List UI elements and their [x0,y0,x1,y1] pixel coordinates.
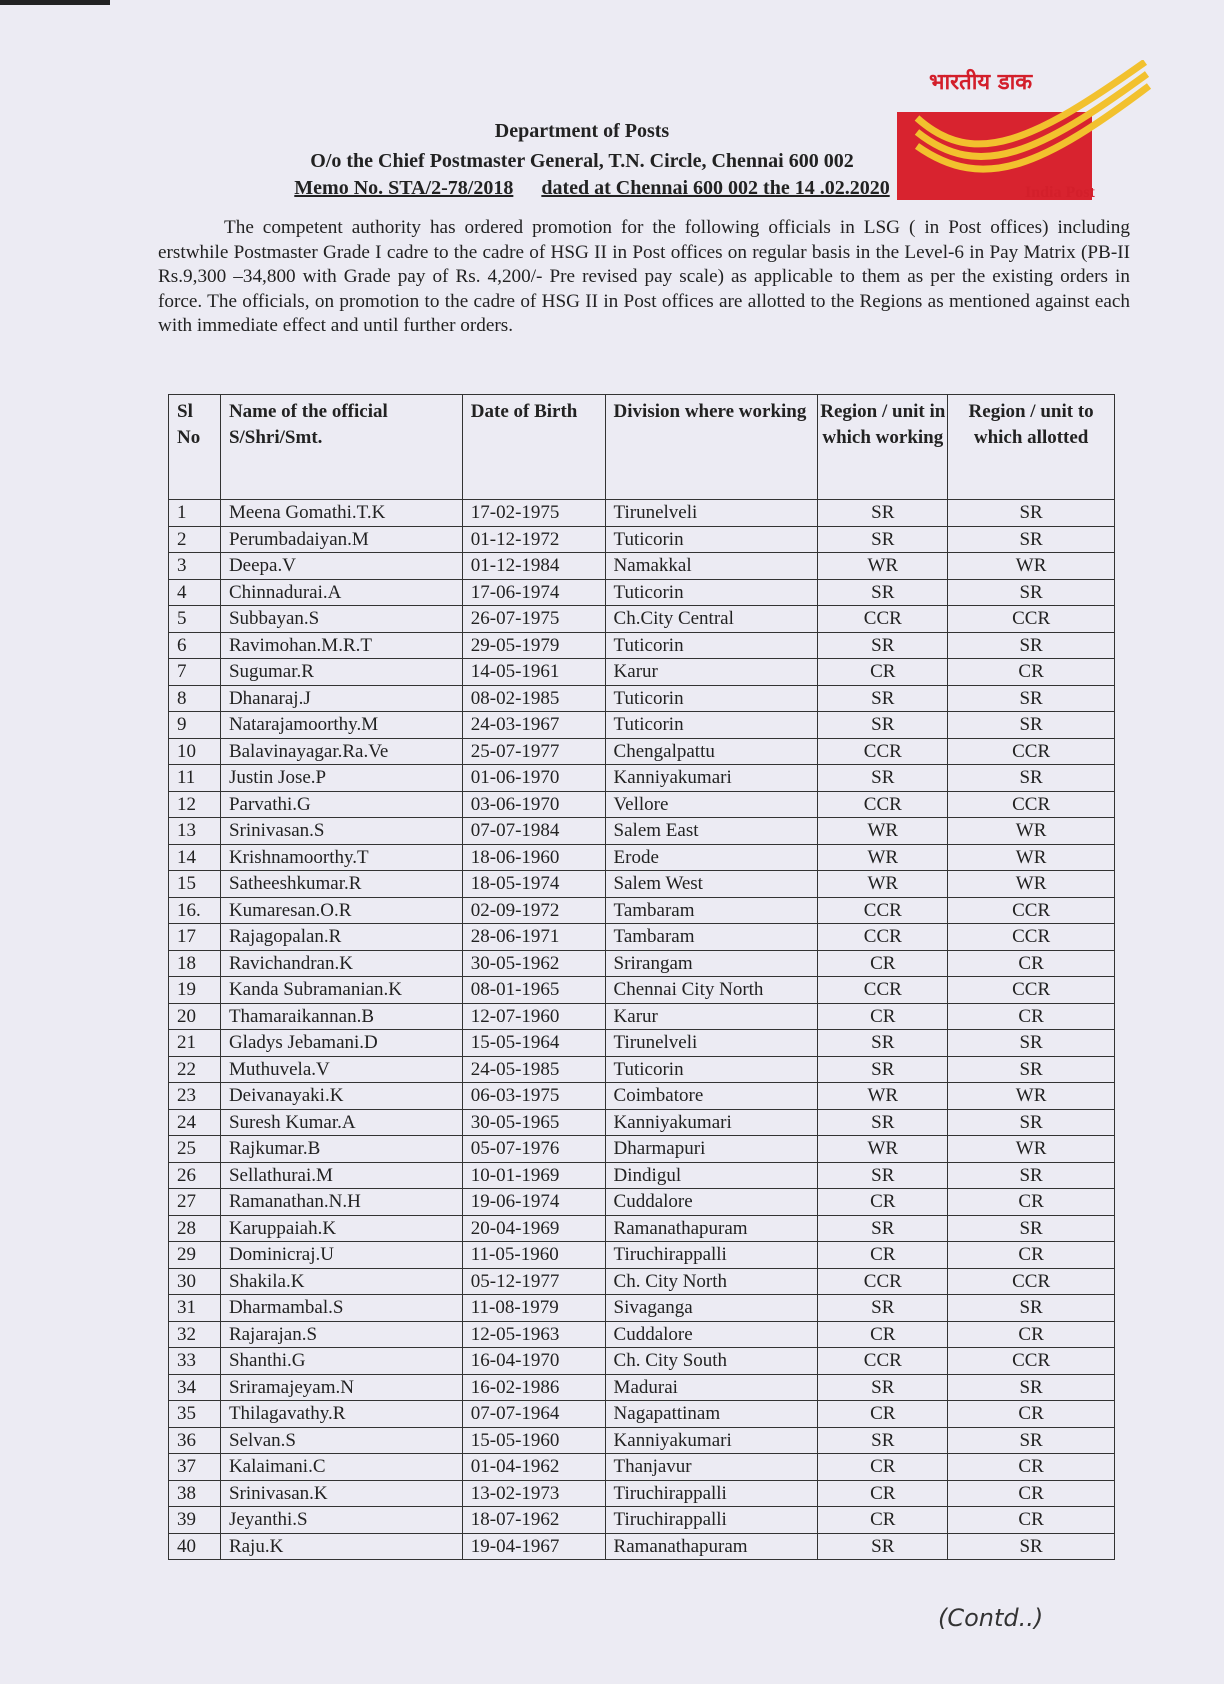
division-cell: Cuddalore [605,1321,818,1348]
dob-cell: 02-09-1972 [462,897,605,924]
name-cell: Parvathi.G [220,791,462,818]
division-cell: Madurai [605,1374,818,1401]
table-row [169,897,1115,924]
region-allotted-cell: SR [948,1109,1115,1136]
region-working-cell: SR [818,579,948,606]
sl-no-cell: 12 [169,791,221,818]
dob-cell: 18-07-1962 [462,1507,605,1534]
region-allotted-cell: CCR [948,897,1115,924]
table-row [169,765,1115,792]
table-row [169,632,1115,659]
division-cell: Erode [605,844,818,871]
division-cell: Salem West [605,871,818,898]
division-cell: Tirunelveli [605,1030,818,1057]
region-allotted-cell: WR [948,1083,1115,1110]
division-cell: Ch. City North [605,1268,818,1295]
dob-cell: 08-02-1985 [462,685,605,712]
region-allotted-cell: CR [948,1189,1115,1216]
region-allotted-cell: CR [948,1321,1115,1348]
division-cell: Dindigul [605,1162,818,1189]
division-cell: Cuddalore [605,1189,818,1216]
table-row [169,1507,1115,1534]
name-cell: Justin Jose.P [220,765,462,792]
table-row [169,791,1115,818]
name-cell: Sriramajeyam.N [220,1374,462,1401]
name-cell: Karuppaiah.K [220,1215,462,1242]
sl-no-cell: 5 [169,606,221,633]
logo-english-text: India Post [1025,184,1095,201]
table-row [169,1136,1115,1163]
division-cell: Thanjavur [605,1454,818,1481]
memo-number: Memo No. STA/2-78/2018 [294,177,514,199]
dob-cell: 13-02-1973 [462,1480,605,1507]
dob-cell: 12-05-1963 [462,1321,605,1348]
region-working-cell: WR [818,1083,948,1110]
sl-no-cell: 34 [169,1374,221,1401]
region-working-cell: SR [818,712,948,739]
region-working-cell: CR [818,1003,948,1030]
table-row [169,659,1115,686]
table-row [169,924,1115,951]
dob-cell: 06-03-1975 [462,1083,605,1110]
table-row [169,1295,1115,1322]
dob-cell: 19-06-1974 [462,1189,605,1216]
region-working-cell: SR [818,1215,948,1242]
division-cell: Coimbatore [605,1083,818,1110]
division-cell: Karur [605,1003,818,1030]
region-allotted-cell: CR [948,1242,1115,1269]
name-cell: Ravimohan.M.R.T [220,632,462,659]
table-row [169,977,1115,1004]
region-working-cell: CR [818,1242,948,1269]
sl-no-cell: 20 [169,1003,221,1030]
office-title: O/o the Chief Postmaster General, T.N. Circle, Chennai 600 002 [310,150,854,172]
region-working-cell: CR [818,1189,948,1216]
name-cell: Gladys Jebamani.D [220,1030,462,1057]
dob-cell: 03-06-1970 [462,791,605,818]
dob-cell: 28-06-1971 [462,924,605,951]
name-cell: Natarajamoorthy.M [220,712,462,739]
region-working-cell: CCR [818,924,948,951]
dob-cell: 30-05-1962 [462,950,605,977]
region-allotted-cell: CCR [948,606,1115,633]
table-row [169,1189,1115,1216]
table-row [169,1321,1115,1348]
region-allotted-cell: SR [948,1295,1115,1322]
table-row [169,1454,1115,1481]
sl-no-cell: 7 [169,659,221,686]
region-working-cell: CCR [818,791,948,818]
sl-no-cell: 8 [169,685,221,712]
table-row [169,1030,1115,1057]
region-working-cell: SR [818,632,948,659]
region-working-cell: SR [818,1030,948,1057]
name-cell: Dharmambal.S [220,1295,462,1322]
division-cell: Tiruchirappalli [605,1242,818,1269]
table-row [169,1056,1115,1083]
name-cell: Jeyanthi.S [220,1507,462,1534]
dob-cell: 17-02-1975 [462,500,605,527]
sl-no-cell: 1 [169,500,221,527]
sl-no-cell: 16. [169,897,221,924]
name-cell: Krishnamoorthy.T [220,844,462,871]
name-cell: Rajarajan.S [220,1321,462,1348]
table-row [169,712,1115,739]
name-cell: Kumaresan.O.R [220,897,462,924]
region-allotted-cell: SR [948,579,1115,606]
dob-cell: 11-08-1979 [462,1295,605,1322]
region-allotted-cell: SR [948,765,1115,792]
dob-cell: 05-12-1977 [462,1268,605,1295]
sl-no-cell: 39 [169,1507,221,1534]
table-row [169,844,1115,871]
table-row [169,1374,1115,1401]
sl-no-cell: 10 [169,738,221,765]
dob-cell: 01-12-1972 [462,526,605,553]
sl-no-cell: 29 [169,1242,221,1269]
region-working-cell: CR [818,1321,948,1348]
region-working-cell: SR [818,526,948,553]
region-working-cell: WR [818,553,948,580]
name-cell: Balavinayagar.Ra.Ve [220,738,462,765]
division-cell: Ramanathapuram [605,1533,818,1560]
division-cell: Ramanathapuram [605,1215,818,1242]
region-allotted-cell: SR [948,1374,1115,1401]
name-cell: Srinivasan.S [220,818,462,845]
order-paragraph: The competent authority has ordered promotion for the following officials in LSG ( in Post offices) including erstwhile Postmaster Grade I cadre to the cadre of HSG II in Post offices on regular basis in the Level-6 in Pay Matrix (PB-II Rs.9,300 –34,800 with Grade pay of Rs. 4,200/- Pre revised pay scale) as applicable to them as per the existing orders in force. The officials, on promotion to the cadre of HSG II in Post offices are allotted to the Regions as mentioned against each with immediate effect and until further orders. [158,217,1130,336]
region-working-cell: SR [818,1295,948,1322]
division-cell: Dharmapuri [605,1136,818,1163]
memo-line [0,177,1204,200]
dob-cell: 15-05-1960 [462,1427,605,1454]
table-row [169,1401,1115,1428]
sl-no-cell: 28 [169,1215,221,1242]
region-allotted-cell: CCR [948,1268,1115,1295]
dob-cell: 16-02-1986 [462,1374,605,1401]
table-row [169,1268,1115,1295]
table-row [169,1427,1115,1454]
region-working-cell: CR [818,1454,948,1481]
dob-cell: 30-05-1965 [462,1109,605,1136]
table-row [169,1083,1115,1110]
region-working-cell: SR [818,765,948,792]
region-working-cell: SR [818,1109,948,1136]
header-division: Division where working [605,395,818,500]
region-working-cell: CCR [818,606,948,633]
division-cell: Tuticorin [605,685,818,712]
sl-no-cell: 6 [169,632,221,659]
dob-cell: 17-06-1974 [462,579,605,606]
sl-no-cell: 32 [169,1321,221,1348]
table-row [169,1003,1115,1030]
table-row [169,500,1115,527]
name-cell: Kanda Subramanian.K [220,977,462,1004]
dob-cell: 01-12-1984 [462,553,605,580]
header-sl-no: Sl No [169,395,221,500]
sl-no-cell: 21 [169,1030,221,1057]
region-allotted-cell: SR [948,1056,1115,1083]
table-row [169,871,1115,898]
dob-cell: 26-07-1975 [462,606,605,633]
name-cell: Perumbadaiyan.M [220,526,462,553]
name-cell: Ravichandran.K [220,950,462,977]
region-working-cell: SR [818,500,948,527]
sl-no-cell: 26 [169,1162,221,1189]
name-cell: Thamaraikannan.B [220,1003,462,1030]
sl-no-cell: 33 [169,1348,221,1375]
name-cell: Kalaimani.C [220,1454,462,1481]
region-working-cell: SR [818,1056,948,1083]
sl-no-cell: 14 [169,844,221,871]
region-allotted-cell: WR [948,871,1115,898]
name-cell: Shakila.K [220,1268,462,1295]
name-cell: Sugumar.R [220,659,462,686]
sl-no-cell: 36 [169,1427,221,1454]
dob-cell: 24-05-1985 [462,1056,605,1083]
dob-cell: 01-06-1970 [462,765,605,792]
sl-no-cell: 38 [169,1480,221,1507]
table-row [169,553,1115,580]
region-working-cell: CR [818,950,948,977]
name-cell: Dhanaraj.J [220,685,462,712]
division-cell: Tuticorin [605,526,818,553]
sl-no-cell: 25 [169,1136,221,1163]
region-working-cell: CCR [818,738,948,765]
region-allotted-cell: SR [948,526,1115,553]
sl-no-cell: 35 [169,1401,221,1428]
division-cell: Tiruchirappalli [605,1507,818,1534]
sl-no-cell: 23 [169,1083,221,1110]
division-cell: Tiruchirappalli [605,1480,818,1507]
division-cell: Sivaganga [605,1295,818,1322]
region-working-cell: WR [818,871,948,898]
memo-date: dated at Chennai 600 002 the 14 .02.2020 [541,177,890,199]
sl-no-cell: 31 [169,1295,221,1322]
region-working-cell: SR [818,1374,948,1401]
table-row [169,1533,1115,1560]
division-cell: Chengalpattu [605,738,818,765]
division-cell: Kanniyakumari [605,1109,818,1136]
dob-cell: 10-01-1969 [462,1162,605,1189]
division-cell: Tuticorin [605,712,818,739]
dob-cell: 24-03-1967 [462,712,605,739]
name-cell: Deivanayaki.K [220,1083,462,1110]
division-cell: Tuticorin [605,632,818,659]
division-cell: Vellore [605,791,818,818]
department-title: Department of Posts [494,120,670,142]
dob-cell: 29-05-1979 [462,632,605,659]
dob-cell: 11-05-1960 [462,1242,605,1269]
dob-cell: 14-05-1961 [462,659,605,686]
region-allotted-cell: CR [948,1480,1115,1507]
sl-no-cell: 13 [169,818,221,845]
region-allotted-cell: CCR [948,977,1115,1004]
region-allotted-cell: SR [948,632,1115,659]
dob-cell: 18-06-1960 [462,844,605,871]
sl-no-cell: 37 [169,1454,221,1481]
header-dob: Date of Birth [462,395,605,500]
name-cell: Thilagavathy.R [220,1401,462,1428]
region-working-cell: CCR [818,1348,948,1375]
region-allotted-cell: CR [948,1507,1115,1534]
region-allotted-cell: CCR [948,738,1115,765]
sl-no-cell: 40 [169,1533,221,1560]
table-row [169,1109,1115,1136]
division-cell: Ch.City Central [605,606,818,633]
table-row [169,685,1115,712]
region-allotted-cell: WR [948,844,1115,871]
table-row [169,738,1115,765]
dob-cell: 12-07-1960 [462,1003,605,1030]
name-cell: Suresh Kumar.A [220,1109,462,1136]
region-allotted-cell: CR [948,950,1115,977]
dob-cell: 05-07-1976 [462,1136,605,1163]
dob-cell: 08-01-1965 [462,977,605,1004]
name-cell: Muthuvela.V [220,1056,462,1083]
header-region-allotted: Region / unit to which allotted [948,395,1115,500]
name-cell: Subbayan.S [220,606,462,633]
region-working-cell: SR [818,1162,948,1189]
region-allotted-cell: CCR [948,924,1115,951]
name-cell: Raju.K [220,1533,462,1560]
name-cell: Sellathurai.M [220,1162,462,1189]
name-cell: Deepa.V [220,553,462,580]
region-working-cell: WR [818,818,948,845]
sl-no-cell: 4 [169,579,221,606]
region-allotted-cell: SR [948,712,1115,739]
dob-cell: 01-04-1962 [462,1454,605,1481]
region-allotted-cell: CR [948,1401,1115,1428]
sl-no-cell: 18 [169,950,221,977]
dob-cell: 07-07-1984 [462,818,605,845]
sl-no-cell: 9 [169,712,221,739]
region-allotted-cell: SR [948,1162,1115,1189]
region-allotted-cell: SR [948,1215,1115,1242]
table-row [169,606,1115,633]
division-cell: Tambaram [605,924,818,951]
name-cell: Meena Gomathi.T.K [220,500,462,527]
dob-cell: 25-07-1977 [462,738,605,765]
sl-no-cell: 22 [169,1056,221,1083]
region-allotted-cell: SR [948,1427,1115,1454]
dob-cell: 20-04-1969 [462,1215,605,1242]
promotion-table [168,394,1115,1560]
region-allotted-cell: SR [948,685,1115,712]
header-region-working: Region / unit in which working [818,395,948,500]
region-allotted-cell: WR [948,553,1115,580]
region-allotted-cell: SR [948,1030,1115,1057]
region-allotted-cell: WR [948,818,1115,845]
division-cell: Karur [605,659,818,686]
scan-edge-mark [0,0,110,5]
table-row [169,1215,1115,1242]
logo-hindi-text: भारतीय डाक [929,70,1033,95]
region-working-cell: CCR [818,1268,948,1295]
table-row [169,526,1115,553]
sl-no-cell: 30 [169,1268,221,1295]
sl-no-cell: 27 [169,1189,221,1216]
sl-no-cell: 19 [169,977,221,1004]
table-row [169,818,1115,845]
name-cell: Dominicraj.U [220,1242,462,1269]
division-cell: Srirangam [605,950,818,977]
region-working-cell: CR [818,1480,948,1507]
region-working-cell: CCR [818,977,948,1004]
name-cell: Selvan.S [220,1427,462,1454]
region-allotted-cell: CR [948,659,1115,686]
sl-no-cell: 11 [169,765,221,792]
dob-cell: 07-07-1964 [462,1401,605,1428]
region-allotted-cell: CR [948,1454,1115,1481]
table-row [169,1348,1115,1375]
table-row [169,1242,1115,1269]
dob-cell: 16-04-1970 [462,1348,605,1375]
region-working-cell: CR [818,659,948,686]
division-cell: Tirunelveli [605,500,818,527]
region-allotted-cell: SR [948,500,1115,527]
division-cell: Tuticorin [605,579,818,606]
division-cell: Tambaram [605,897,818,924]
sl-no-cell: 3 [169,553,221,580]
region-allotted-cell: WR [948,1136,1115,1163]
sl-no-cell: 24 [169,1109,221,1136]
division-cell: Kanniyakumari [605,1427,818,1454]
table-row [169,1162,1115,1189]
division-cell: Salem East [605,818,818,845]
sl-no-cell: 17 [169,924,221,951]
dob-cell: 15-05-1964 [462,1030,605,1057]
table-row [169,579,1115,606]
region-allotted-cell: CR [948,1003,1115,1030]
division-cell: Chennai City North [605,977,818,1004]
region-working-cell: SR [818,1427,948,1454]
division-cell: Namakkal [605,553,818,580]
sl-no-cell: 15 [169,871,221,898]
region-working-cell: SR [818,685,948,712]
continued-note: (Contd..) [938,1604,1044,1632]
name-cell: Rajkumar.B [220,1136,462,1163]
region-working-cell: WR [818,1136,948,1163]
region-allotted-cell: CCR [948,1348,1115,1375]
table-row [169,950,1115,977]
division-cell: Kanniyakumari [605,765,818,792]
division-cell: Ch. City South [605,1348,818,1375]
table-header-row [169,395,1115,500]
table-row [169,1480,1115,1507]
name-cell: Srinivasan.K [220,1480,462,1507]
region-allotted-cell: SR [948,1533,1115,1560]
name-cell: Chinnadurai.A [220,579,462,606]
division-cell: Tuticorin [605,1056,818,1083]
dob-cell: 18-05-1974 [462,871,605,898]
region-working-cell: SR [818,1533,948,1560]
name-cell: Shanthi.G [220,1348,462,1375]
dob-cell: 19-04-1967 [462,1533,605,1560]
region-working-cell: CR [818,1507,948,1534]
name-cell: Rajagopalan.R [220,924,462,951]
region-working-cell: WR [818,844,948,871]
region-working-cell: CR [818,1401,948,1428]
division-cell: Nagapattinam [605,1401,818,1428]
region-allotted-cell: CCR [948,791,1115,818]
region-working-cell: CCR [818,897,948,924]
name-cell: Satheeshkumar.R [220,871,462,898]
name-cell: Ramanathan.N.H [220,1189,462,1216]
header-name: Name of the official S/Shri/Smt. [220,395,462,500]
sl-no-cell: 2 [169,526,221,553]
